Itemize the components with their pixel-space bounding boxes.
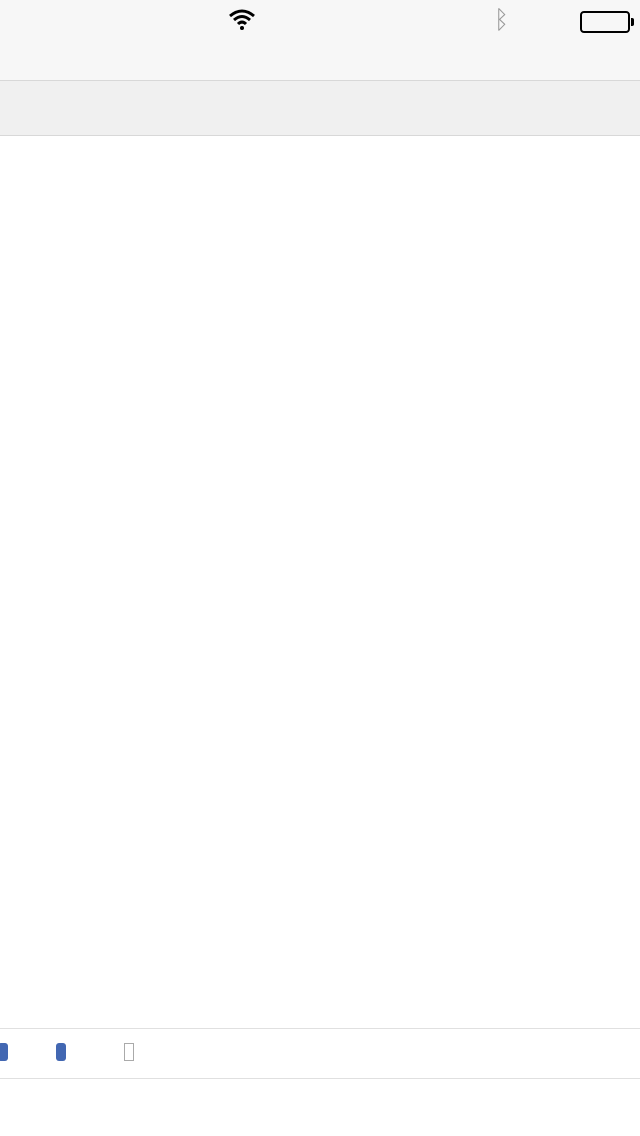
battery-icon xyxy=(580,11,630,33)
divider-2 xyxy=(0,1078,640,1079)
wifi-icon xyxy=(229,8,255,30)
divider xyxy=(0,1028,640,1029)
fb-share-button[interactable] xyxy=(56,1043,66,1061)
fb-share-count xyxy=(124,1043,134,1061)
bluetooth-icon: ᛒ xyxy=(494,6,510,34)
cookie-banner xyxy=(0,80,640,136)
fb-like-button[interactable] xyxy=(0,1043,8,1061)
status-bar xyxy=(0,0,640,40)
address-bar[interactable] xyxy=(0,40,640,80)
